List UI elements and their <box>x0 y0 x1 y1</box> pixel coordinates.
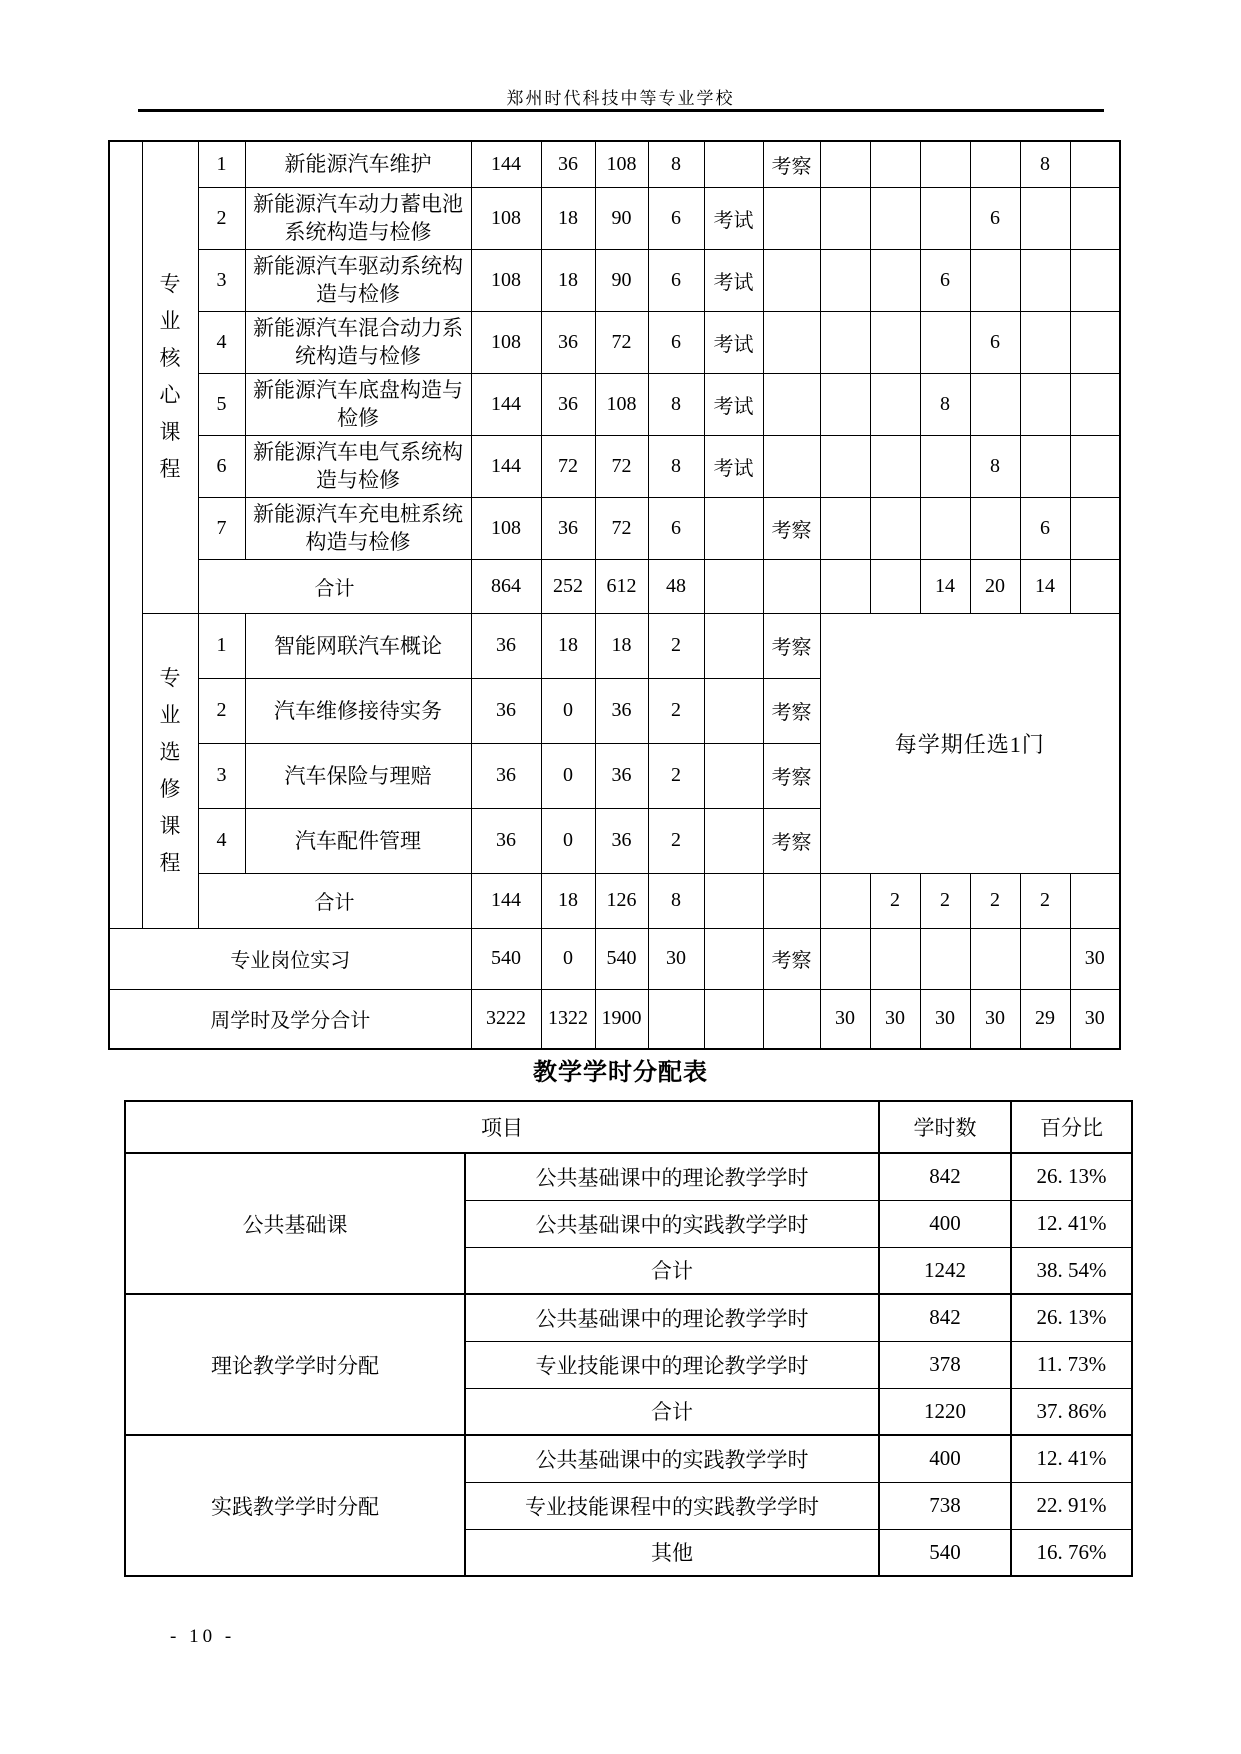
course-total: 36 <box>471 613 541 678</box>
item-percent: 26. 13% <box>1011 1153 1132 1200</box>
table-row <box>109 373 1120 435</box>
semester-5-hours: 6 <box>1020 497 1070 559</box>
item-label: 合计 <box>465 1247 879 1294</box>
item-label: 公共基础课中的实践教学学时 <box>465 1200 879 1247</box>
course-theory: 36 <box>541 497 595 559</box>
item-percent: 16. 76% <box>1011 1529 1132 1576</box>
grand_total_row-theory: 1322 <box>541 989 595 1049</box>
course-number: 5 <box>198 373 245 435</box>
course-name: 汽车配件管理 <box>245 808 471 873</box>
item-percent: 12. 41% <box>1011 1435 1132 1482</box>
course-credits: 2 <box>648 678 704 743</box>
course-practice: 108 <box>595 373 648 435</box>
item-percent: 37. 86% <box>1011 1388 1132 1435</box>
semester-1-hours <box>820 311 870 373</box>
course-practice: 72 <box>595 435 648 497</box>
core-subtotal-theory: 252 <box>541 559 595 613</box>
item-label: 公共基础课中的实践教学学时 <box>465 1435 879 1482</box>
course-number: 2 <box>198 187 245 249</box>
semester-1-hours <box>820 373 870 435</box>
table-row <box>109 141 1120 187</box>
internship_row-total: 540 <box>471 928 541 989</box>
course-name: 新能源汽车电气系统构造与检修 <box>245 435 471 497</box>
item-label: 专业技能课程中的实践教学学时 <box>465 1482 879 1529</box>
semester-3-hours <box>920 928 970 989</box>
semester-1-hours <box>820 559 870 613</box>
course-assess <box>763 373 820 435</box>
elective-subtotal-theory: 18 <box>541 873 595 928</box>
semester-3-hours <box>920 311 970 373</box>
item-percent: 11. 73% <box>1011 1341 1132 1388</box>
course-theory: 18 <box>541 187 595 249</box>
course-credits: 6 <box>648 497 704 559</box>
curriculum-table-body <box>109 141 1120 1049</box>
item-percent: 26. 13% <box>1011 1294 1132 1341</box>
course-name: 新能源汽车混合动力系统构造与检修 <box>245 311 471 373</box>
semester-4-hours <box>970 373 1020 435</box>
semester-4-hours <box>970 249 1020 311</box>
course-exam: 考试 <box>704 435 763 497</box>
internship_row-credits: 30 <box>648 928 704 989</box>
grand_total_row-practice: 1900 <box>595 989 648 1049</box>
semester-6-hours <box>1070 373 1120 435</box>
course-credits: 8 <box>648 373 704 435</box>
semester-4-hours <box>970 928 1020 989</box>
table-row <box>109 187 1120 249</box>
category-elective <box>142 613 198 928</box>
semester-6-hours <box>1070 497 1120 559</box>
grand_total_row-exam <box>704 989 763 1049</box>
course-credits: 8 <box>648 435 704 497</box>
semester-5-hours: 8 <box>1020 141 1070 187</box>
course-exam <box>704 613 763 678</box>
course-theory: 72 <box>541 435 595 497</box>
table-row <box>109 559 1120 613</box>
course-theory: 0 <box>541 678 595 743</box>
semester-2-hours <box>870 497 920 559</box>
course-number: 3 <box>198 743 245 808</box>
hours-table-row <box>125 1435 1132 1482</box>
item-hours: 1220 <box>879 1388 1011 1435</box>
course-number: 6 <box>198 435 245 497</box>
hours-table-row <box>125 1153 1132 1200</box>
table-row <box>109 435 1120 497</box>
course-practice: 36 <box>595 678 648 743</box>
elective-note: 每学期任选1门 <box>820 613 1120 873</box>
course-theory: 36 <box>541 373 595 435</box>
elective-subtotal-total: 144 <box>471 873 541 928</box>
semester-6-hours <box>1070 559 1120 613</box>
semester-4-hours <box>970 141 1020 187</box>
item-label: 公共基础课中的理论教学学时 <box>465 1294 879 1341</box>
elective-subtotal-credits: 8 <box>648 873 704 928</box>
course-assess <box>763 435 820 497</box>
course-practice: 72 <box>595 311 648 373</box>
semester-2-hours <box>870 559 920 613</box>
semester-4-hours: 20 <box>970 559 1020 613</box>
course-number: 3 <box>198 249 245 311</box>
course-theory: 18 <box>541 249 595 311</box>
item-hours: 400 <box>879 1200 1011 1247</box>
page-header-title: 郑州时代科技中等专业学校 <box>506 89 735 108</box>
semester-3-hours: 6 <box>920 249 970 311</box>
course-name: 新能源汽车充电桩系统构造与检修 <box>245 497 471 559</box>
internship_row-practice: 540 <box>595 928 648 989</box>
semester-6-hours <box>1070 141 1120 187</box>
item-hours: 738 <box>879 1482 1011 1529</box>
grand_total_row-total: 3222 <box>471 989 541 1049</box>
course-total: 144 <box>471 435 541 497</box>
semester-2-hours <box>870 928 920 989</box>
course-total: 108 <box>471 249 541 311</box>
course-theory: 36 <box>541 311 595 373</box>
hours-table <box>124 1100 1133 1577</box>
semester-3-hours: 2 <box>920 873 970 928</box>
course-theory: 36 <box>541 141 595 187</box>
semester-4-hours: 6 <box>970 311 1020 373</box>
semester-3-hours <box>920 141 970 187</box>
elective-subtotal-practice: 126 <box>595 873 648 928</box>
course-exam: 考试 <box>704 373 763 435</box>
semester-1-hours <box>820 873 870 928</box>
table-row <box>109 497 1120 559</box>
course-practice: 36 <box>595 743 648 808</box>
course-practice: 72 <box>595 497 648 559</box>
semester-6-hours: 30 <box>1070 989 1120 1049</box>
semester-1-hours: 30 <box>820 989 870 1049</box>
course-exam <box>704 808 763 873</box>
course-practice: 108 <box>595 141 648 187</box>
semester-2-hours <box>870 141 920 187</box>
semester-6-hours: 30 <box>1070 928 1120 989</box>
item-label: 其他 <box>465 1529 879 1576</box>
course-number: 4 <box>198 808 245 873</box>
course-practice: 36 <box>595 808 648 873</box>
item-label: 专业技能课中的理论教学学时 <box>465 1341 879 1388</box>
course-assess: 考察 <box>763 678 820 743</box>
semester-1-hours <box>820 497 870 559</box>
semester-2-hours <box>870 187 920 249</box>
semester-2-hours: 30 <box>870 989 920 1049</box>
course-assess <box>763 187 820 249</box>
semester-2-hours <box>870 249 920 311</box>
semester-5-hours <box>1020 373 1070 435</box>
semester-6-hours <box>1070 873 1120 928</box>
course-theory: 0 <box>541 808 595 873</box>
elective-subtotal-assess <box>763 873 820 928</box>
left-spacer-cell <box>109 141 142 928</box>
header-hours: 学时数 <box>879 1101 1011 1153</box>
course-total: 36 <box>471 808 541 873</box>
course-name: 智能网联汽车概论 <box>245 613 471 678</box>
internship_row-exam <box>704 928 763 989</box>
course-number: 1 <box>198 141 245 187</box>
course-assess: 考察 <box>763 613 820 678</box>
semester-5-hours: 2 <box>1020 873 1070 928</box>
semester-4-hours: 6 <box>970 187 1020 249</box>
core-subtotal-assess <box>763 559 820 613</box>
semester-1-hours <box>820 141 870 187</box>
semester-2-hours <box>870 373 920 435</box>
semester-3-hours <box>920 497 970 559</box>
category-elective-label: 专业选修课程 <box>159 665 181 875</box>
semester-3-hours: 14 <box>920 559 970 613</box>
course-theory: 0 <box>541 743 595 808</box>
group-label: 公共基础课 <box>125 1153 465 1294</box>
course-exam <box>704 497 763 559</box>
semester-2-hours: 2 <box>870 873 920 928</box>
semester-3-hours <box>920 187 970 249</box>
table-row <box>109 613 1120 678</box>
course-total: 36 <box>471 743 541 808</box>
course-total: 108 <box>471 311 541 373</box>
course-name: 新能源汽车动力蓄电池系统构造与检修 <box>245 187 471 249</box>
course-exam <box>704 678 763 743</box>
semester-5-hours <box>1020 249 1070 311</box>
item-hours: 378 <box>879 1341 1011 1388</box>
hours-table-body <box>125 1101 1132 1576</box>
group-label: 理论教学学时分配 <box>125 1294 465 1435</box>
item-percent: 38. 54% <box>1011 1247 1132 1294</box>
semester-2-hours <box>870 311 920 373</box>
semester-1-hours <box>820 435 870 497</box>
course-number: 4 <box>198 311 245 373</box>
internship_row-assess: 考察 <box>763 928 820 989</box>
semester-3-hours: 30 <box>920 989 970 1049</box>
course-practice: 90 <box>595 249 648 311</box>
course-assess: 考察 <box>763 743 820 808</box>
semester-5-hours: 14 <box>1020 559 1070 613</box>
item-hours: 540 <box>879 1529 1011 1576</box>
core-subtotal-credits: 48 <box>648 559 704 613</box>
semester-5-hours <box>1020 311 1070 373</box>
semester-4-hours: 30 <box>970 989 1020 1049</box>
item-label: 合计 <box>465 1388 879 1435</box>
course-credits: 6 <box>648 187 704 249</box>
curriculum-table <box>108 140 1121 1050</box>
item-hours: 842 <box>879 1153 1011 1200</box>
course-practice: 18 <box>595 613 648 678</box>
hours-table-header-row <box>125 1101 1132 1153</box>
item-hours: 400 <box>879 1435 1011 1482</box>
course-name: 汽车维修接待实务 <box>245 678 471 743</box>
item-percent: 12. 41% <box>1011 1200 1132 1247</box>
semester-6-hours <box>1070 435 1120 497</box>
course-exam: 考试 <box>704 249 763 311</box>
course-credits: 2 <box>648 808 704 873</box>
hours-table-row <box>125 1294 1132 1341</box>
course-total: 144 <box>471 141 541 187</box>
elective-subtotal-exam <box>704 873 763 928</box>
semester-4-hours: 8 <box>970 435 1020 497</box>
course-credits: 2 <box>648 743 704 808</box>
table-row <box>109 989 1120 1049</box>
course-assess <box>763 249 820 311</box>
group-label: 实践教学学时分配 <box>125 1435 465 1576</box>
category-core <box>142 141 198 613</box>
semester-5-hours <box>1020 187 1070 249</box>
table-row <box>109 873 1120 928</box>
course-name: 新能源汽车底盘构造与检修 <box>245 373 471 435</box>
course-total: 36 <box>471 678 541 743</box>
course-name: 汽车保险与理赔 <box>245 743 471 808</box>
semester-6-hours <box>1070 311 1120 373</box>
semester-3-hours: 8 <box>920 373 970 435</box>
course-practice: 90 <box>595 187 648 249</box>
footer-page-number: - 10 - <box>170 1626 236 1647</box>
course-assess: 考察 <box>763 141 820 187</box>
course-exam <box>704 141 763 187</box>
elective-subtotal-label: 合计 <box>198 873 471 928</box>
course-theory: 18 <box>541 613 595 678</box>
header-rule <box>138 109 1104 112</box>
hours-table-title: 教学学时分配表 <box>533 1059 708 1086</box>
course-name: 新能源汽车维护 <box>245 141 471 187</box>
course-credits: 8 <box>648 141 704 187</box>
grand_total_row-credits <box>648 989 704 1049</box>
course-total: 108 <box>471 497 541 559</box>
semester-1-hours <box>820 187 870 249</box>
internship_row-theory: 0 <box>541 928 595 989</box>
table-row <box>109 928 1120 989</box>
course-assess: 考察 <box>763 497 820 559</box>
course-number: 1 <box>198 613 245 678</box>
item-label: 公共基础课中的理论教学学时 <box>465 1153 879 1200</box>
course-number: 7 <box>198 497 245 559</box>
semester-3-hours <box>920 435 970 497</box>
core-subtotal-label: 合计 <box>198 559 471 613</box>
semester-5-hours: 29 <box>1020 989 1070 1049</box>
internship-label: 专业岗位实习 <box>109 928 471 989</box>
item-hours: 842 <box>879 1294 1011 1341</box>
table-row <box>109 249 1120 311</box>
item-hours: 1242 <box>879 1247 1011 1294</box>
semester-4-hours: 2 <box>970 873 1020 928</box>
course-credits: 6 <box>648 249 704 311</box>
header-percent: 百分比 <box>1011 1101 1132 1153</box>
table-row <box>109 311 1120 373</box>
semester-1-hours <box>820 928 870 989</box>
course-exam: 考试 <box>704 187 763 249</box>
course-credits: 6 <box>648 311 704 373</box>
semester-6-hours <box>1070 187 1120 249</box>
course-total: 108 <box>471 187 541 249</box>
semester-4-hours <box>970 497 1020 559</box>
core-subtotal-practice: 612 <box>595 559 648 613</box>
semester-5-hours <box>1020 435 1070 497</box>
course-total: 144 <box>471 373 541 435</box>
category-core-label: 专业核心课程 <box>159 272 181 482</box>
grand_total_row-assess <box>763 989 820 1049</box>
semester-5-hours <box>1020 928 1070 989</box>
semester-6-hours <box>1070 249 1120 311</box>
course-exam <box>704 743 763 808</box>
course-credits: 2 <box>648 613 704 678</box>
course-name: 新能源汽车驱动系统构造与检修 <box>245 249 471 311</box>
semester-2-hours <box>870 435 920 497</box>
course-exam: 考试 <box>704 311 763 373</box>
course-number: 2 <box>198 678 245 743</box>
header-item: 项目 <box>125 1101 879 1153</box>
core-subtotal-total: 864 <box>471 559 541 613</box>
grand-total-label: 周学时及学分合计 <box>109 989 471 1049</box>
semester-1-hours <box>820 249 870 311</box>
item-percent: 22. 91% <box>1011 1482 1132 1529</box>
core-subtotal-exam <box>704 559 763 613</box>
course-assess <box>763 311 820 373</box>
course-assess: 考察 <box>763 808 820 873</box>
